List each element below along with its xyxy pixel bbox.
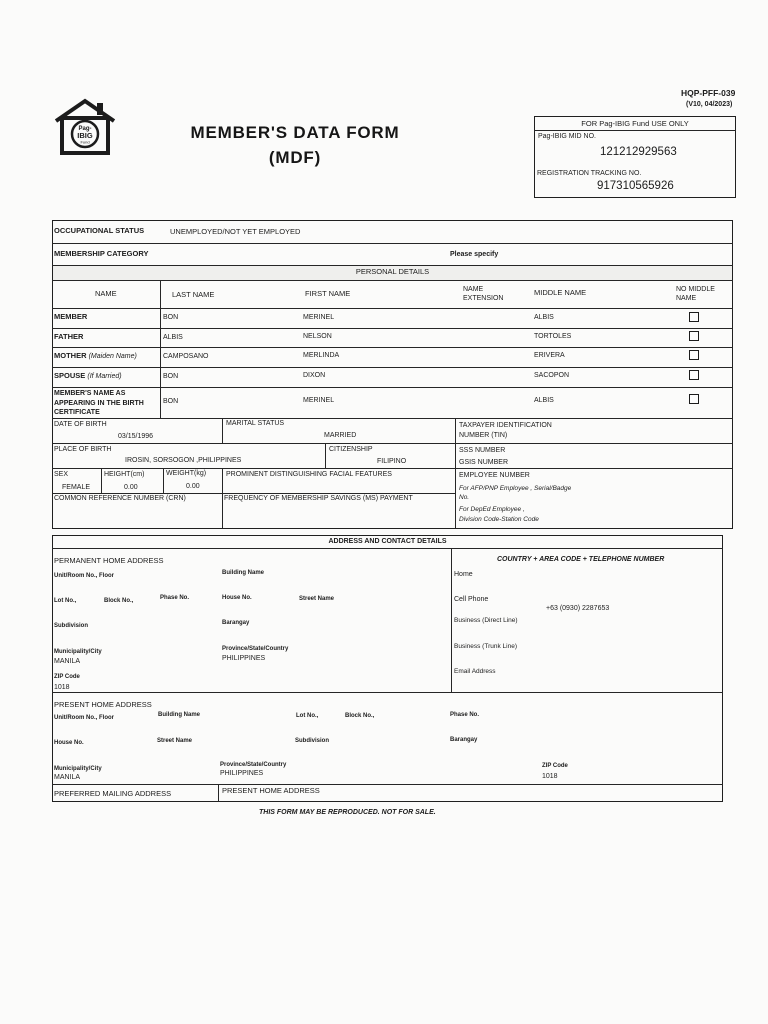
birth-cert-label-line2: APPEARING IN THE BIRTH [54,399,144,407]
registration-tracking-value: 917310565926 [597,180,674,192]
row-divider [52,418,733,419]
ms-payment-frequency-label: FREQUENCY OF MEMBERSHIP SAVINGS (MS) PAYMENT [224,495,413,502]
present-phase-label: Phase No. [450,712,480,718]
permanent-block-label: Block No., [104,598,134,604]
col-first-name: FIRST NAME [305,289,351,298]
present-zip-value: 1018 [542,773,558,780]
row-divider [52,493,455,494]
spouse-first-name: DIXON [303,372,326,379]
member-first-name: MERINEL [303,314,335,321]
pag-ibig-logo [53,97,117,157]
home-phone-label: Home [454,571,473,578]
row-label-member: MEMBER [54,312,88,321]
spouse-label-note: (If Married) [87,373,122,380]
email-address-label: Email Address [454,668,496,675]
place-of-birth-value: IROSIN, SORSOGON ,PHILIPPINES [125,457,242,464]
column-divider [222,468,223,528]
form-subtitle: (MDF) [268,148,322,167]
member-no-middle-name-checkbox[interactable] [689,312,699,322]
please-specify-label: Please specify [450,251,499,258]
present-address-title: PRESENT HOME ADDRESS [54,700,152,709]
cell-phone-value: +63 (0930) 2287653 [546,605,610,612]
spouse-middle-name: SACOPON [534,372,570,379]
row-label-spouse [54,372,122,380]
weight-label: WEIGHT(kg) [166,470,207,477]
preferred-mailing-label: PREFERRED MAILING ADDRESS [54,789,172,798]
sex-label: SEX [54,471,69,478]
row-divider [52,468,733,469]
column-divider [451,548,452,692]
permanent-city-value: MANILA [54,658,81,665]
crn-label: COMMON REFERENCE NUMBER (CRN) [54,495,186,502]
col-name-extension [463,285,503,303]
marital-status-value: MARRIED [324,432,357,439]
employee-number-label: EMPLOYEE NUMBER [459,472,530,479]
birth-cert-no-middle-name-checkbox[interactable] [689,394,699,404]
tin-label-line1: TAXPAYER IDENTIFICATION [459,422,552,429]
present-province-label: Province/State/Country [220,762,287,768]
height-label: HEIGHT(cm) [104,471,145,478]
row-divider [52,443,733,444]
present-unit-label: Unit/Room No., Floor [54,715,114,721]
present-subdivision-label: Subdivision [295,738,330,744]
deped-note [459,505,539,525]
col-no-middle-name-line1: NO MIDDLE [676,286,715,293]
form-title: MEMBER'S DATA FORM [190,123,400,142]
citizenship-value: FILIPINO [377,458,407,465]
telephone-format-title: COUNTRY + AREA CODE + TELEPHONE NUMBER [497,556,665,563]
column-divider [222,418,223,443]
col-name-extension-line1: NAME [463,286,484,293]
row-label-father: FATHER [54,332,84,341]
row-divider [52,387,733,388]
deped-note-line2: Division Code-Station Code [459,516,539,523]
afp-pnp-note-line1: For AFP/PNP Employee , Serial/Badge [459,485,572,492]
present-city-label: Municipality/City [54,766,102,772]
occupational-status-label: OCCUPATIONAL STATUS [54,226,145,235]
present-barangay-label: Barangay [450,737,478,743]
permanent-unit-label: Unit/Room No., Floor [54,573,114,579]
row-divider [52,548,723,549]
present-zip-label: ZIP Code [542,763,568,769]
permanent-house-label: House No. [222,595,252,601]
mother-first-name: MERLINDA [303,352,340,359]
permanent-building-label: Building Name [222,570,265,576]
present-province-value: PHILIPPINES [220,770,264,777]
row-divider [52,308,733,309]
birth-cert-last-name: BON [163,398,179,405]
present-building-label: Building Name [158,712,201,718]
col-last-name: LAST NAME [172,290,215,299]
column-divider [325,443,326,468]
sss-number-label: SSS NUMBER [459,447,506,454]
row-divider [52,692,723,693]
afp-pnp-note [459,484,571,502]
date-of-birth-label: DATE OF BIRTH [54,421,107,428]
place-of-birth-label: PLACE OF BIRTH [54,446,112,453]
occupational-status-value: UNEMPLOYED/NOT YET EMPLOYED [170,227,301,236]
col-no-middle-name-line2: NAME [676,295,697,302]
logo-text-line3: Fund [80,139,90,145]
permanent-subdivision-label: Subdivision [54,623,89,629]
mother-last-name: CAMPOSANO [163,353,209,360]
row-label-birth-certificate-name [54,389,144,418]
personal-details-header: PERSONAL DETAILS [355,267,430,276]
spouse-no-middle-name-checkbox[interactable] [689,370,699,380]
mother-label-note: (Maiden Name) [88,353,137,360]
registration-tracking-label: REGISTRATION TRACKING NO. [537,170,642,177]
row-divider [52,243,733,244]
citizenship-label: CITIZENSHIP [329,446,373,453]
deped-note-line1: For DepEd Employee , [459,506,525,513]
permanent-address-title: PERMANENT HOME ADDRESS [54,556,164,565]
row-divider [52,347,733,348]
birth-cert-first-name: MERINEL [303,397,335,404]
address-header: ADDRESS AND CONTACT DETAILS [328,538,447,545]
father-first-name: NELSON [303,333,332,340]
form-code: HQP-PFF-039 [681,88,736,98]
mother-label: MOTHER [54,351,87,360]
col-name: NAME [95,289,117,298]
logo-text-line2: IBIG [77,131,93,140]
father-last-name: ALBIS [163,334,183,341]
birth-cert-label-line1: MEMBER'S NAME AS [54,390,126,397]
permanent-city-label: Municipality/City [54,649,102,655]
permanent-street-label: Street Name [299,596,335,602]
logo-text-line1: Pag- [78,126,92,132]
member-middle-name: ALBIS [534,314,554,321]
membership-category-label: MEMBERSHIP CATEGORY [54,249,149,258]
business-trunk-label: Business (Trunk Line) [454,643,517,650]
present-block-label: Block No., [345,713,375,719]
permanent-lot-label: Lot No., [54,598,77,604]
column-divider [163,468,164,493]
height-value: 0.00 [124,484,138,491]
gsis-number-label: GSIS NUMBER [459,459,509,466]
row-divider [52,280,733,281]
column-divider [101,468,102,493]
marital-status-label: MARITAL STATUS [226,420,285,427]
column-divider [455,418,456,528]
date-of-birth-value: 03/15/1996 [118,433,154,440]
birth-cert-label-line3: CERTIFICATE [54,409,100,416]
row-divider [52,265,733,266]
cell-phone-label: Cell Phone [454,596,489,603]
office-use-header: FOR Pag-IBIG Fund USE ONLY [581,119,689,128]
facial-features-label: PROMINENT DISTINGUISHING FACIAL FEATURES [226,471,392,478]
column-divider [218,784,219,802]
permanent-barangay-label: Barangay [222,620,250,626]
present-city-value: MANILA [54,774,81,781]
sex-value: FEMALE [62,484,91,491]
office-use-divider [534,130,736,131]
col-middle-name: MIDDLE NAME [534,288,587,297]
row-divider [52,328,733,329]
member-last-name: BON [163,314,179,321]
permanent-province-value: PHILIPPINES [222,655,266,662]
present-lot-label: Lot No., [296,713,319,719]
present-house-label: House No. [54,740,84,746]
afp-pnp-note-line2: No. [459,494,470,501]
row-divider [52,784,723,785]
mid-number-value: 121212929563 [600,146,677,158]
father-no-middle-name-checkbox[interactable] [689,331,699,341]
mother-no-middle-name-checkbox[interactable] [689,350,699,360]
address-table [52,535,723,802]
father-middle-name: TORTOLES [534,333,572,340]
business-direct-label: Business (Direct Line) [454,617,518,624]
col-no-middle-name [676,285,715,303]
spouse-label: SPOUSE [54,371,86,380]
weight-value: 0.00 [186,483,200,490]
permanent-zip-label: ZIP Code [54,674,80,680]
birth-cert-middle-name: ALBIS [534,397,554,404]
row-divider [52,367,733,368]
present-street-label: Street Name [157,738,193,744]
permanent-zip-value: 1018 [54,684,70,691]
tin-label [459,421,552,441]
column-divider [160,280,161,418]
row-label-mother [54,352,137,360]
form-version: (V10, 04/2023) [686,101,733,108]
preferred-mailing-value: PRESENT HOME ADDRESS [222,786,320,795]
permanent-province-label: Province/State/Country [222,646,289,652]
mother-middle-name: ERIVERA [534,352,565,359]
mid-number-label: Pag-IBIG MID NO. [538,133,596,140]
col-name-extension-line2: EXTENSION [463,295,504,302]
spouse-last-name: BON [163,373,179,380]
tin-label-line2: NUMBER (TIN) [459,432,508,439]
permanent-phase-label: Phase No. [160,595,190,601]
form-footer-note: THIS FORM MAY BE REPRODUCED. NOT FOR SALE. [259,809,436,816]
